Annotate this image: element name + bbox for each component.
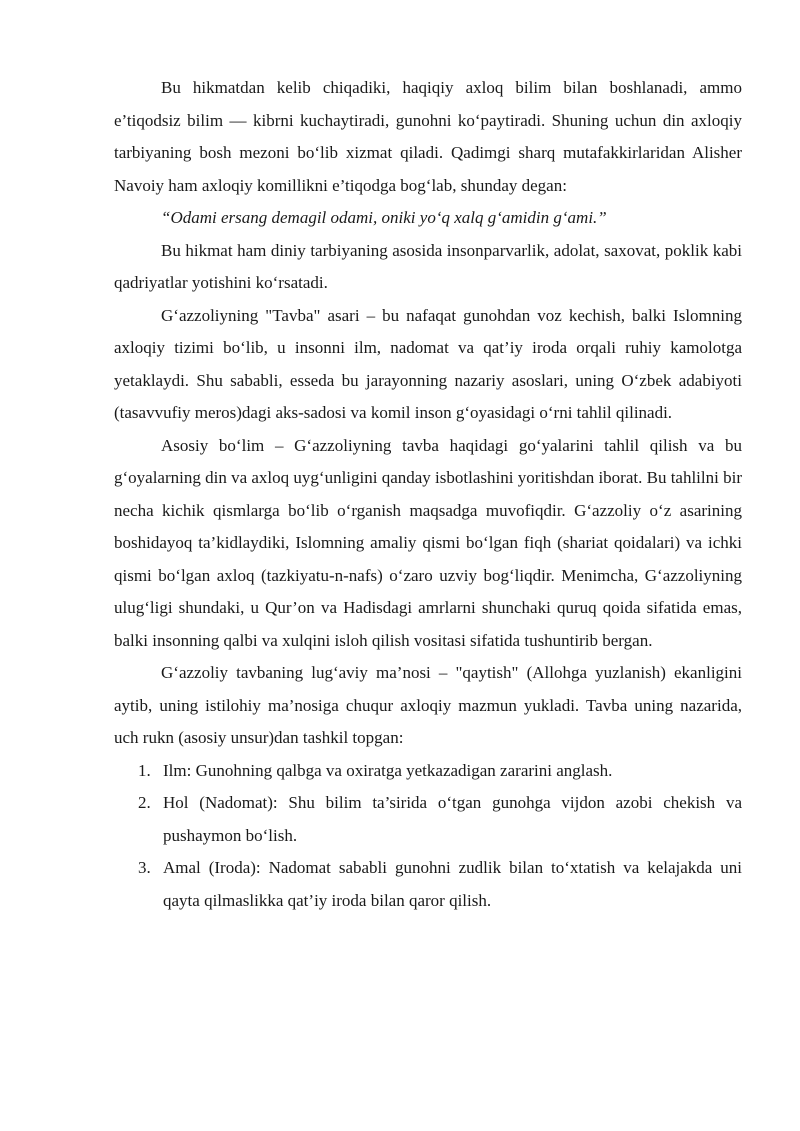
list-item-text: Ilm: Gunohning qalbga va oxiratga yetkazadigan zararini anglash. <box>163 760 613 780</box>
list-item <box>114 787 742 852</box>
navoiy-quote: “Odami ersang demagil odami, oniki yo‘q xalq g‘amidin g‘ami.” <box>161 208 607 227</box>
body-paragraph: Bu hikmat ham diniy tarbiyaning asosida insonparvarlik, adolat, saxovat, poklik kabi qadriyatlar yotishini ko‘rsatadi. <box>114 240 742 292</box>
document-body <box>114 72 742 917</box>
list-item-text: Amal (Iroda): Nadomat sababli gunohni zudlik bilan to‘xtatish va kelajakda uni qayta qilmaslikka qat’iy iroda bilan qaror qilish. <box>163 858 742 910</box>
list-item-number: 2. <box>138 793 151 812</box>
body-paragraph: G‘azzoliy tavbaning lug‘aviy ma’nosi – "qaytish" (Allohga yuzlanish) ekanligini aytib, uning istilohiy ma’nosiga chuqur axloqiy mazmun yukladi. Tavba uning nazarida, uch rukn (asosiy unsur)dan tashkil topgan: <box>114 663 742 747</box>
list-item-text: Hol (Nadomat): Shu bilim ta’sirida o‘tgan gunohga vijdon azobi chekish va pushaymon bo‘lish. <box>163 793 742 845</box>
body-paragraph: Bu hikmatdan kelib chiqadiki, haqiqiy axloq bilim bilan boshlanadi, ammo e’tiqodsiz bilim — kibrni kuchaytiradi, gunohni ko‘paytiradi. Shuning uchun din axloqiy tarbiyaning bosh mezoni bo‘lib xizmat qiladi. Qadimgi sharq mutafakkirlaridan Alisher Navoiy ham axloqiy komillikni e’tiqodga bog‘lab, shunday degan: <box>114 78 742 195</box>
list-item <box>114 755 742 788</box>
list-item-number: 1. <box>138 760 151 780</box>
list-item-number: 3. <box>138 858 151 877</box>
list-item <box>114 852 742 917</box>
body-paragraph: G‘azzoliyning "Tavba" asari – bu nafaqat gunohdan voz kechish, balki Islomning axloqiy tizimi bo‘lib, u insonni ilm, nadomat va qat’iy iroda orqali ruhiy kamolotga yetaklaydi. Shu sababli, esseda bu jarayonning nazariy asoslari, uning O‘zbek adabiyoti (tasavvufiy meros)dagi aks-sadosi va komil inson g‘oyasidagi o‘rni tahlil qilinadi. <box>114 305 742 422</box>
tavba-pillars-list <box>114 755 742 918</box>
body-paragraph: Asosiy bo‘lim – G‘azzoliyning tavba haqidagi go‘yalarini tahlil qilish va bu g‘oyalarning din va axloq uyg‘unligini qanday isbotlashini yoritishdan iborat. Bu tahlilni bir necha kichik qismlarga bo‘lib o‘rganish maqsadga muvofiqdir. G‘azzoliy o‘z asarining boshidayoq ta’kidlaydiki, Islomning amaliy qismi bo‘lgan fiqh (shariat qoidalari) va ichki qismi bo‘lgan axloq (tazkiyatu-n-nafs) o‘zaro uzviy bog‘liqdir. Menimcha, G‘azzoliyning ulug‘ligi shundaki, u Qur’on va Hadisdagi amrlarni shunchaki quruq qoida sifatida emas, balki insonning qalbi va xulqini isloh qilish vositasi sifatida tushuntirib bergan. <box>114 435 742 650</box>
